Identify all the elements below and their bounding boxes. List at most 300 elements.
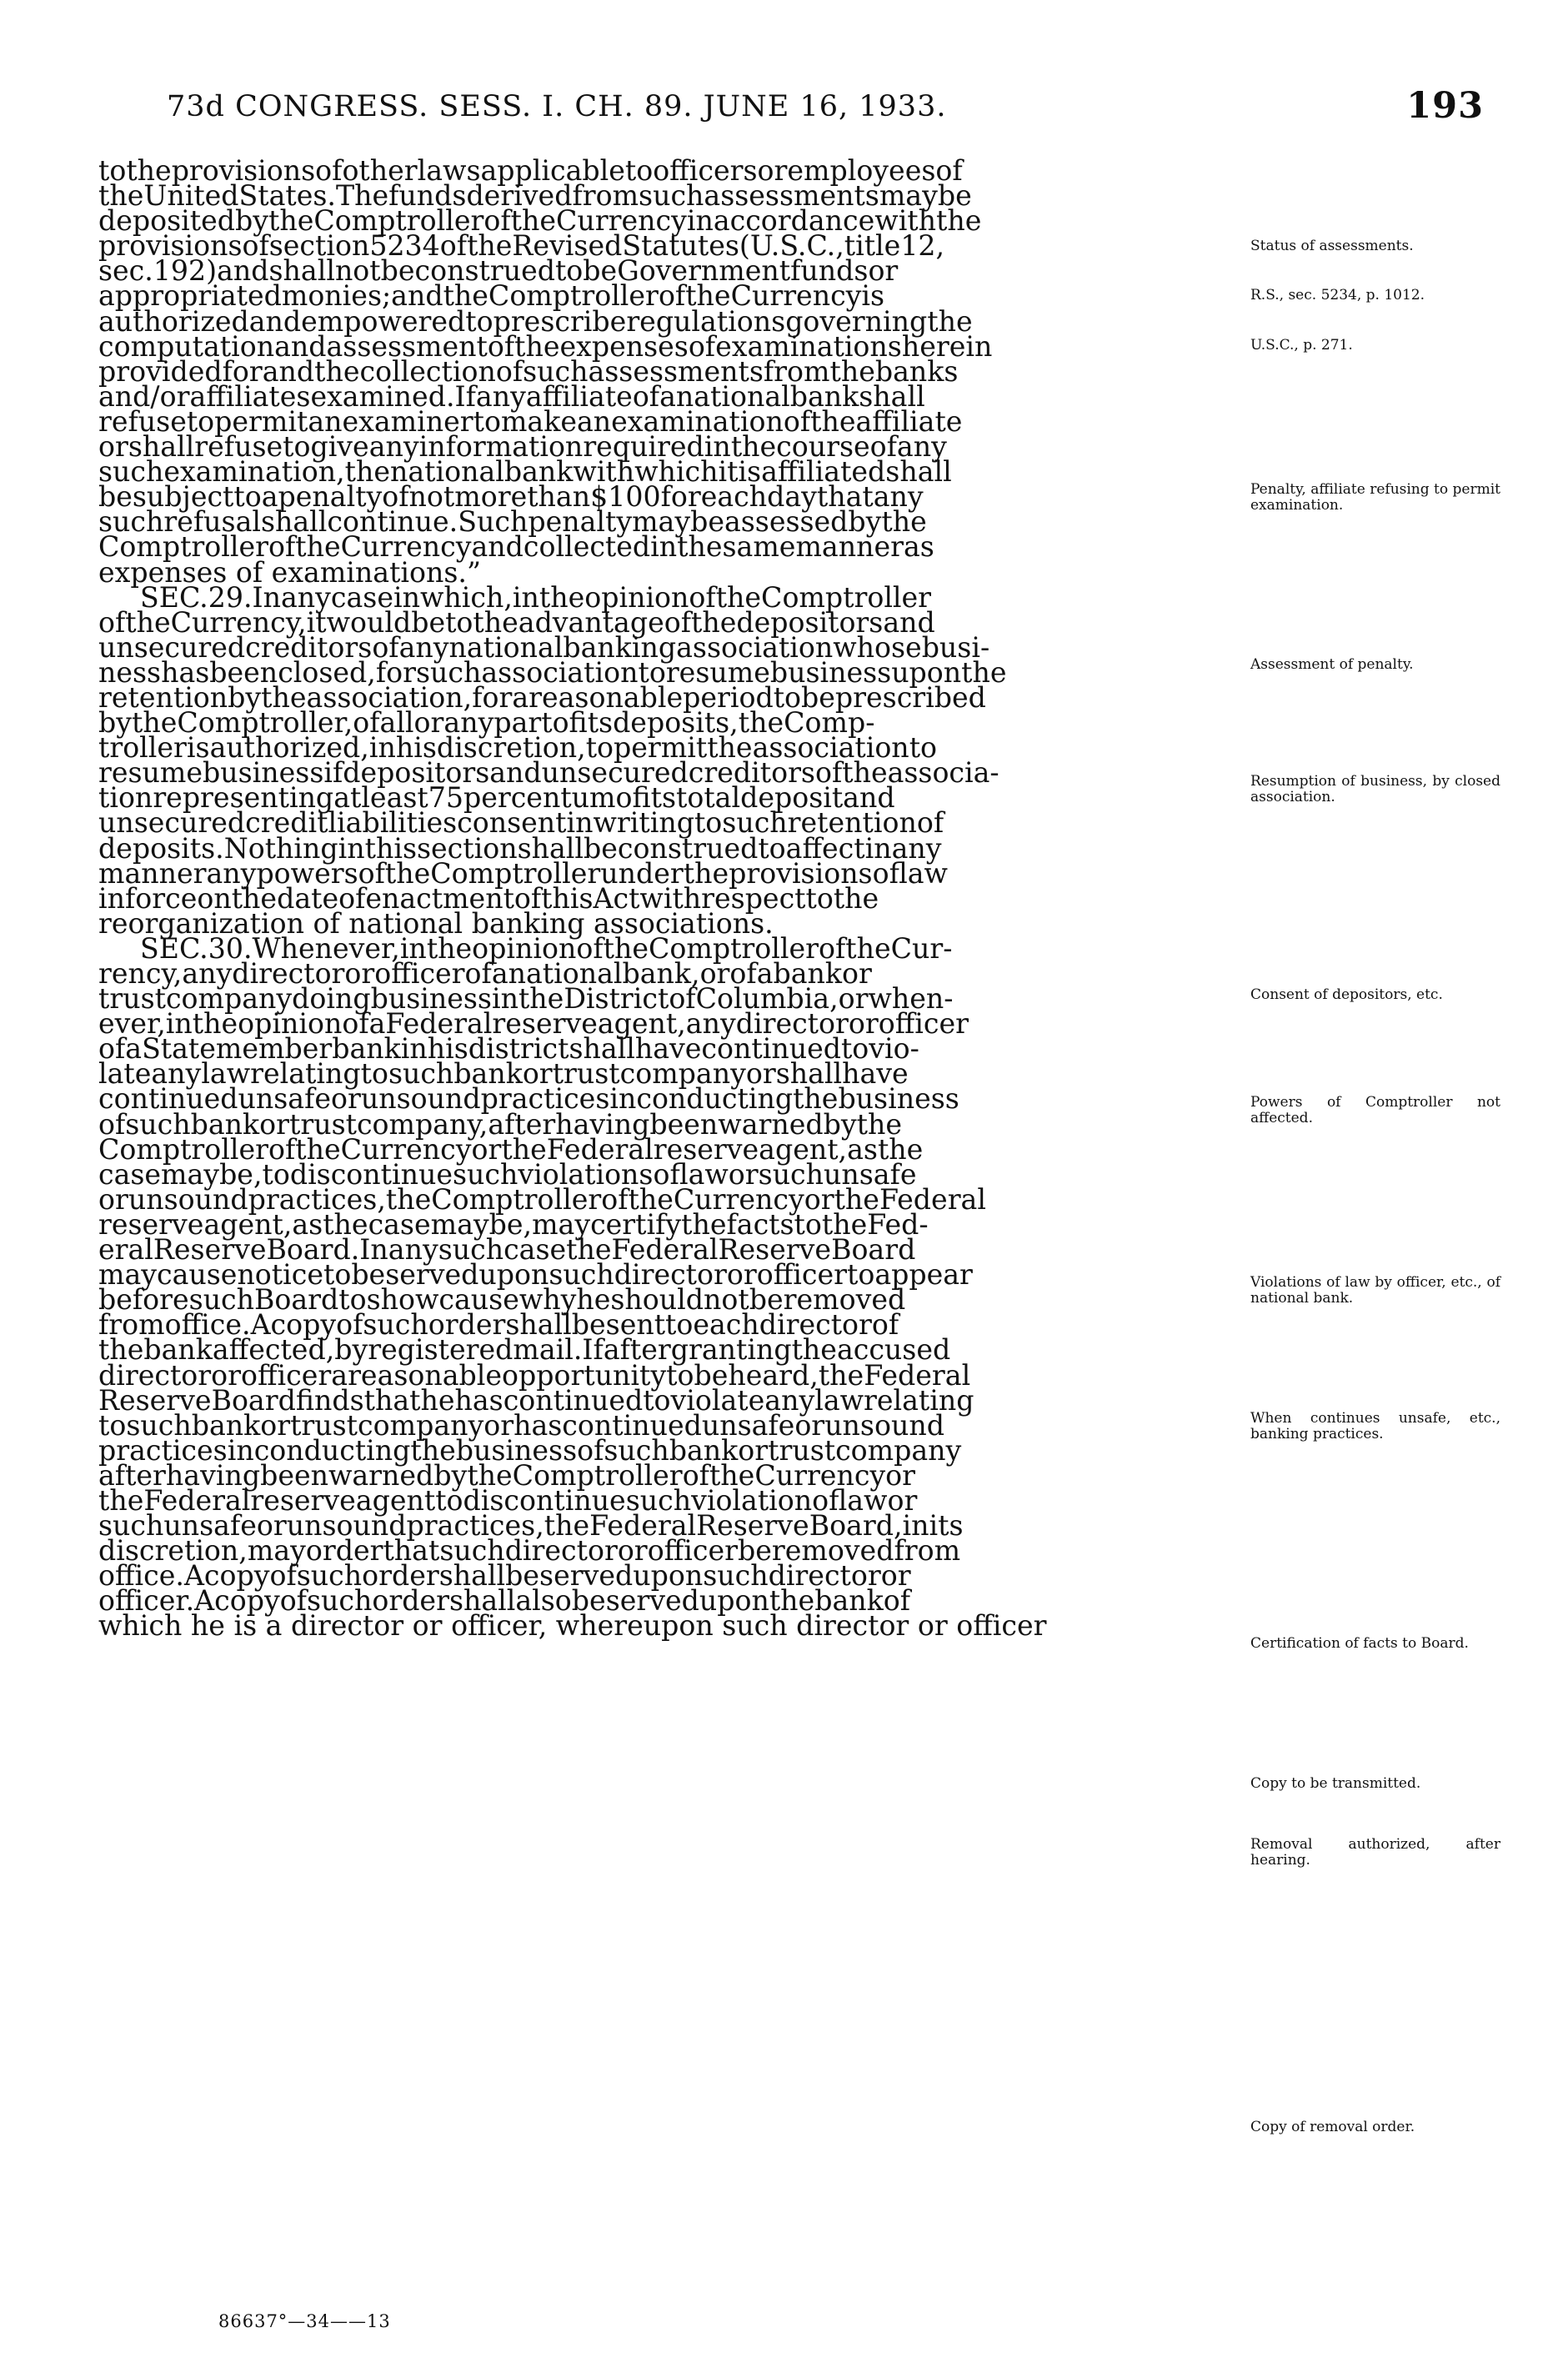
- word: been: [260, 1458, 328, 1492]
- word: liabilities: [328, 806, 458, 840]
- word: any: [206, 856, 257, 890]
- word: business: [370, 982, 492, 1016]
- word: centum: [510, 781, 616, 815]
- word: by: [98, 706, 132, 740]
- marginal-note: Certification of facts to Board.: [1250, 1635, 1469, 1652]
- word: this: [541, 881, 594, 915]
- word: of: [342, 1007, 369, 1041]
- word: governing: [785, 304, 928, 338]
- word: violation: [691, 1483, 813, 1517]
- word: accused: [836, 1333, 951, 1367]
- word: consent: [457, 806, 567, 840]
- word: case: [98, 1157, 162, 1191]
- word: to: [694, 806, 723, 840]
- word: examiner: [342, 404, 473, 438]
- word: enactment: [365, 881, 514, 915]
- word: (U.S.C.,: [739, 229, 844, 263]
- word: continued: [98, 1082, 238, 1116]
- word: 30.: [208, 931, 253, 965]
- word: deposits.: [98, 831, 224, 865]
- word: or: [838, 982, 869, 1016]
- word: to: [465, 304, 493, 338]
- word: and: [262, 354, 315, 388]
- word: such: [639, 179, 704, 213]
- word: be,: [219, 1157, 263, 1191]
- word: bank: [503, 455, 574, 489]
- word: such: [722, 806, 788, 840]
- word: be: [737, 1534, 772, 1568]
- word: has: [513, 1408, 563, 1442]
- word: upon: [478, 1258, 549, 1292]
- word: or: [260, 1408, 291, 1442]
- word: a: [756, 957, 774, 990]
- word: the: [834, 1182, 879, 1216]
- word: if: [323, 756, 343, 790]
- word: Currency: [340, 1132, 472, 1166]
- word: examinations: [715, 329, 902, 363]
- word: discontinue: [463, 1483, 626, 1517]
- word: be: [584, 831, 618, 865]
- word: unsound: [128, 1182, 248, 1216]
- word: or: [868, 254, 899, 288]
- word: sent: [605, 1308, 666, 1342]
- word: a: [491, 957, 508, 990]
- word: affiliates: [189, 379, 311, 413]
- word: his: [427, 1032, 468, 1066]
- word: of: [682, 1458, 709, 1492]
- word: assessments: [704, 179, 879, 213]
- word: refusal: [163, 505, 261, 539]
- word: such: [98, 1509, 164, 1543]
- word: each: [700, 480, 768, 514]
- word: other: [342, 154, 418, 187]
- word: may: [532, 1207, 591, 1241]
- word: of: [916, 806, 944, 840]
- word: examination,: [163, 455, 345, 489]
- word: of: [669, 982, 696, 1016]
- marginal-note: Assessment of penalty.: [1250, 656, 1414, 673]
- word: total: [676, 781, 741, 815]
- word: A: [183, 1559, 204, 1593]
- word: expenses: [559, 329, 689, 363]
- word: Federal: [546, 1132, 654, 1166]
- word: of: [98, 1107, 126, 1141]
- word: a: [512, 680, 529, 714]
- word: affiliate: [855, 404, 963, 438]
- word: or: [757, 154, 788, 187]
- word: the: [268, 204, 314, 238]
- word: registered: [368, 1333, 513, 1367]
- word: whose: [833, 630, 922, 664]
- word: the: [681, 1207, 727, 1241]
- word: bank: [814, 1584, 884, 1618]
- word: provisions: [98, 229, 243, 263]
- word: such: [439, 1534, 505, 1568]
- word: or: [804, 1182, 834, 1216]
- word: heard,: [728, 1358, 819, 1392]
- word: be: [694, 1358, 729, 1392]
- word: of: [269, 1559, 297, 1593]
- word: eral: [98, 1233, 153, 1267]
- word: the: [125, 605, 171, 639]
- word: law: [907, 856, 948, 890]
- word: to: [262, 1157, 290, 1191]
- word: bank: [669, 1433, 739, 1467]
- word: any: [368, 430, 419, 464]
- word: or: [617, 1534, 648, 1568]
- word: Comptroller: [512, 1458, 683, 1492]
- word: The: [335, 179, 389, 213]
- word: In: [252, 580, 281, 614]
- word: and: [471, 530, 524, 564]
- word: or: [483, 1408, 514, 1442]
- word: such: [703, 1559, 769, 1593]
- word: Cur-: [890, 931, 953, 965]
- word: of: [871, 1308, 899, 1342]
- word: to: [847, 1258, 875, 1292]
- word: trust: [98, 982, 166, 1016]
- word: business: [769, 655, 892, 689]
- word: retention: [787, 806, 917, 840]
- word: of: [688, 329, 716, 363]
- word: section: [268, 229, 370, 263]
- word: that: [816, 480, 874, 514]
- word: of: [658, 279, 686, 313]
- word: for: [660, 480, 701, 514]
- word: national: [448, 630, 564, 664]
- word: company,: [356, 1107, 488, 1141]
- word: Currency,: [170, 605, 307, 639]
- word: unsafe: [701, 1408, 795, 1442]
- word: bank: [143, 1333, 213, 1367]
- word: the: [628, 1182, 674, 1216]
- marginal-note: Removal authorized, after hearing.: [1250, 1836, 1500, 1869]
- word: cause: [157, 1258, 238, 1292]
- word: company: [619, 1057, 746, 1091]
- word: 12,: [900, 229, 945, 263]
- word: having: [555, 1107, 650, 1141]
- word: such: [296, 1559, 363, 1593]
- word: be: [351, 1258, 386, 1292]
- word: trust: [289, 1107, 357, 1141]
- word: late: [98, 1057, 152, 1091]
- word: to: [805, 881, 834, 915]
- word: bank: [191, 1408, 261, 1442]
- text-line: expenses of examinations.”: [98, 555, 481, 589]
- word: by: [848, 505, 882, 539]
- word: agent: [355, 1483, 436, 1517]
- word: on: [197, 881, 232, 915]
- word: busi-: [921, 630, 990, 664]
- word: of: [279, 1584, 307, 1618]
- word: of: [653, 1157, 689, 1191]
- word: Comptroller: [430, 856, 601, 890]
- word: which: [634, 455, 719, 489]
- word: discretion,: [98, 1534, 248, 1568]
- word: shall: [505, 1308, 572, 1342]
- word: to: [445, 605, 473, 639]
- word: law: [201, 1057, 251, 1091]
- word: granting: [670, 1333, 792, 1367]
- word: vio-: [869, 1032, 919, 1066]
- word: in: [704, 430, 731, 464]
- word: shall: [448, 1584, 516, 1618]
- word: officer: [878, 1007, 969, 1041]
- word: of: [729, 957, 757, 990]
- word: business: [838, 1082, 959, 1116]
- word: the: [501, 1132, 547, 1166]
- word: the: [410, 1433, 456, 1467]
- word: in: [566, 806, 594, 840]
- word: the: [730, 430, 777, 464]
- word: part: [493, 706, 553, 740]
- word: of: [869, 430, 897, 464]
- marginal-note: R.S., sec. 5234, p. 1012.: [1250, 287, 1425, 304]
- word: collection: [359, 354, 496, 388]
- word: practices: [98, 1433, 228, 1467]
- word: removed: [783, 1283, 906, 1317]
- word: Currency: [555, 204, 687, 238]
- word: assessments: [588, 354, 764, 388]
- word: relating: [250, 1057, 361, 1091]
- word: States.: [238, 179, 336, 213]
- word: by: [234, 204, 268, 238]
- word: officer: [756, 1258, 847, 1292]
- word: association: [752, 731, 909, 765]
- word: should: [610, 1283, 704, 1317]
- word: in: [165, 1007, 193, 1041]
- word: by: [228, 680, 262, 714]
- word: creditors: [245, 630, 373, 664]
- word: order: [362, 1559, 439, 1593]
- word: the: [231, 881, 278, 915]
- word: of: [338, 881, 366, 915]
- word: reserve: [250, 1483, 356, 1517]
- word: depositors: [736, 605, 884, 639]
- word: that: [363, 1383, 421, 1417]
- word: Federal: [879, 1182, 986, 1216]
- word: to: [666, 1358, 694, 1392]
- word: of: [495, 354, 524, 388]
- word: affiliate: [525, 379, 633, 413]
- word: the: [685, 279, 731, 313]
- word: be: [380, 254, 415, 288]
- word: assessment: [326, 329, 488, 363]
- word: cause: [438, 1283, 519, 1317]
- word: the: [691, 605, 737, 639]
- word: director: [614, 1258, 727, 1292]
- word: of: [513, 881, 542, 915]
- word: may: [247, 1534, 306, 1568]
- word: been: [209, 655, 278, 689]
- word: or: [880, 1559, 911, 1593]
- word: a: [331, 1358, 348, 1392]
- word: such: [625, 1483, 692, 1517]
- word: its: [650, 781, 677, 815]
- word: the: [473, 605, 518, 639]
- word: of: [783, 404, 811, 438]
- word: or: [259, 1107, 290, 1141]
- word: Federal: [589, 1509, 697, 1543]
- word: bank: [773, 957, 842, 990]
- word: in: [399, 931, 427, 965]
- word: refuse: [194, 430, 283, 464]
- word: the: [261, 680, 307, 714]
- word: Revised: [512, 229, 623, 263]
- word: upon: [633, 1559, 704, 1593]
- word: director: [768, 1559, 881, 1593]
- word: employees: [787, 154, 936, 187]
- marginal-note: U.S.C., p. 271.: [1250, 337, 1353, 354]
- word: such: [363, 1308, 428, 1342]
- word: Comptroller,: [177, 706, 353, 740]
- word: applicable: [480, 154, 625, 187]
- word: Currency: [730, 279, 862, 313]
- word: removed: [771, 1534, 894, 1568]
- word: reasonable: [529, 680, 684, 714]
- word: company: [165, 982, 293, 1016]
- word: of: [577, 1433, 604, 1467]
- word: the: [842, 756, 888, 790]
- word: than: [527, 480, 591, 514]
- word: in: [902, 1509, 929, 1543]
- word: association: [481, 655, 639, 689]
- word: notice: [237, 1258, 323, 1292]
- word: bank,: [622, 957, 700, 990]
- word: in: [512, 580, 539, 614]
- word: or: [344, 957, 375, 990]
- word: reserve: [492, 1007, 598, 1041]
- word: director: [98, 1358, 212, 1392]
- word: subject: [132, 480, 234, 514]
- word: the: [98, 1333, 144, 1367]
- word: for: [222, 354, 263, 388]
- word: office.: [98, 1559, 184, 1593]
- word: associa-: [887, 756, 999, 790]
- word: director: [735, 1007, 849, 1041]
- word: to: [98, 1408, 127, 1442]
- word: the: [539, 580, 585, 614]
- word: the: [514, 329, 560, 363]
- word: opinion: [238, 1007, 343, 1041]
- word: or: [413, 706, 444, 740]
- word: the: [426, 931, 473, 965]
- word: shall: [859, 379, 925, 413]
- word: to: [554, 254, 584, 288]
- word: and: [248, 304, 302, 338]
- page-number: 193: [1406, 85, 1484, 127]
- word: the: [877, 1132, 924, 1166]
- word: of: [315, 154, 343, 187]
- word: warned: [328, 1458, 434, 1492]
- word: Comptroller: [98, 530, 269, 564]
- word: such: [126, 1408, 192, 1442]
- word: the: [707, 731, 753, 765]
- word: of: [372, 630, 399, 664]
- word: under: [600, 856, 684, 890]
- word: would: [326, 605, 412, 639]
- word: make: [500, 404, 577, 438]
- word: Board,: [809, 1509, 903, 1543]
- word: be: [571, 1308, 606, 1342]
- word: to: [585, 731, 614, 765]
- word: such: [604, 1433, 669, 1467]
- word: the: [738, 706, 784, 740]
- word: laws: [417, 154, 481, 187]
- word: prescribe: [493, 304, 627, 338]
- word: 75: [428, 781, 463, 815]
- word: from: [894, 1534, 961, 1568]
- word: of: [552, 706, 588, 740]
- word: also: [515, 1584, 572, 1618]
- word: trust: [290, 1408, 358, 1442]
- word: course: [776, 430, 870, 464]
- word: of: [576, 931, 604, 965]
- word: director: [504, 1534, 618, 1568]
- word: any: [151, 1057, 202, 1091]
- marginal-note: Violations of law by officer, etc., of national bank.: [1250, 1274, 1500, 1307]
- word: the: [845, 931, 891, 965]
- word: a: [125, 1032, 143, 1066]
- word: district: [468, 1032, 569, 1066]
- word: in: [227, 1433, 254, 1467]
- word: case: [503, 1233, 567, 1267]
- word: and: [391, 279, 443, 313]
- word: shall: [128, 430, 195, 464]
- word: of: [353, 706, 380, 740]
- word: Federal: [864, 1358, 971, 1392]
- word: as: [903, 530, 934, 564]
- word: shall: [438, 1559, 506, 1593]
- word: such: [98, 505, 164, 539]
- word: the: [98, 179, 144, 213]
- word: shall: [268, 254, 335, 288]
- word: If: [582, 1333, 604, 1367]
- word: trust: [552, 1057, 620, 1091]
- word: director: [232, 957, 345, 990]
- word: deposit: [740, 781, 844, 815]
- word: copy: [203, 1559, 270, 1593]
- word: unsafe: [824, 1157, 917, 1191]
- word: discontinue: [289, 1157, 453, 1191]
- word: required: [583, 430, 704, 464]
- word: the: [510, 204, 556, 238]
- word: not: [408, 480, 455, 514]
- word: the: [295, 1132, 341, 1166]
- word: banks: [874, 354, 959, 388]
- word: business: [203, 756, 324, 790]
- word: closed,: [278, 655, 376, 689]
- word: the: [715, 580, 762, 614]
- running-head: [167, 85, 1484, 140]
- word: from: [98, 1308, 165, 1342]
- word: all: [379, 706, 414, 740]
- word: in: [393, 580, 420, 614]
- word: Whenever,: [252, 931, 400, 965]
- word: before: [98, 1283, 189, 1317]
- word: to: [473, 404, 501, 438]
- word: Board.: [266, 1233, 360, 1267]
- word: in: [686, 204, 714, 238]
- text-line: which he is a director or officer, whereupon such director or officer: [98, 1609, 1047, 1643]
- word: to: [323, 1258, 352, 1292]
- word: opinion: [472, 931, 577, 965]
- word: the: [936, 204, 982, 238]
- marginal-note: Penalty, affiliate refusing to permit examination.: [1250, 481, 1500, 514]
- word: national: [508, 957, 623, 990]
- word: the: [126, 154, 172, 187]
- word: depositors: [343, 756, 490, 790]
